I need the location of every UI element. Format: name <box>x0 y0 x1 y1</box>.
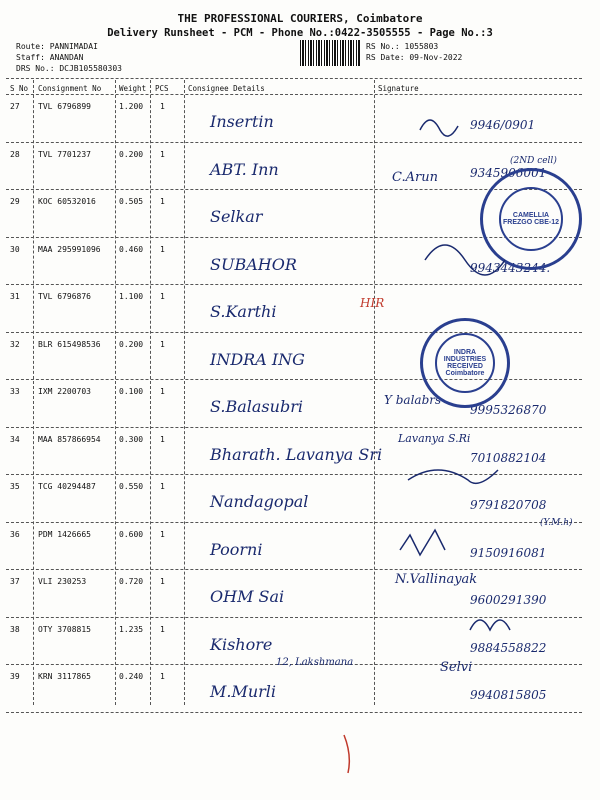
row-sno: 34 <box>10 434 20 444</box>
row-consignee: Bharath. Lavanya Sri <box>210 444 383 464</box>
row-consignment: TVL 7701237 <box>38 149 91 159</box>
row-pcs: 1 <box>160 482 165 491</box>
row-consignment: TVL 6796899 <box>38 102 91 111</box>
row-signature: 9150916081 <box>470 545 547 560</box>
row-sno: 33 <box>10 387 20 396</box>
row-consignment: IXM 2200703 <box>38 387 91 396</box>
row-divider <box>6 284 582 285</box>
signature-scribble <box>408 470 498 483</box>
sig-name: Lavanya S.Ri <box>398 432 471 445</box>
row-weight: 0.200 <box>119 339 144 349</box>
row-pcs: 1 <box>160 149 165 159</box>
row-signature: 9884558822 <box>470 640 547 655</box>
row-divider <box>6 142 582 143</box>
row-pcs: 1 <box>160 577 165 586</box>
row-weight: 0.200 <box>119 149 144 159</box>
row-signature: 9995326870 <box>470 403 547 417</box>
row-sno: 30 <box>10 244 20 254</box>
staff-label: Staff: ANANDAN <box>16 53 84 62</box>
column-divider <box>184 80 185 705</box>
company-stamp <box>480 168 582 270</box>
drs-number: DRS No.: DCJB105580303 <box>16 64 122 73</box>
row-pcs: 1 <box>160 672 165 681</box>
row-sno: 35 <box>10 482 20 491</box>
row-weight: 0.505 <box>119 197 144 206</box>
stamp-text: CAMELLIA FREZGO CBE-12 <box>502 212 559 226</box>
col-header-consignee: Consignee Details <box>188 84 265 93</box>
row-signature: 9600291390 <box>470 593 547 607</box>
row-consignee: Nandagopal <box>210 492 309 511</box>
row-consignee: INDRA ING <box>210 349 305 369</box>
sig-name: Selvi <box>440 660 473 675</box>
rs-number: RS No.: 1055803 <box>366 42 439 51</box>
row-pcs: 1 <box>160 197 165 206</box>
row-consignee: Kishore <box>210 634 273 654</box>
row-consignment: MAA 295991096 <box>38 244 101 254</box>
col-header-sno: S No <box>10 84 29 93</box>
row-pcs: 1 <box>160 339 165 349</box>
row-consignment: VLI 230253 <box>38 577 87 586</box>
red-mark: HIR <box>360 296 385 310</box>
row-consignment: TCG 40294487 <box>38 482 96 491</box>
row-weight: 0.550 <box>119 482 144 491</box>
row-sno: 38 <box>10 624 20 634</box>
column-divider <box>33 80 34 705</box>
column-divider <box>374 80 375 705</box>
document-title: THE PROFESSIONAL COURIERS, Coimbatore <box>177 12 423 25</box>
row-weight: 1.235 <box>119 624 144 634</box>
col-header-weight: Weight <box>119 84 147 93</box>
row-sno: 36 <box>10 529 20 539</box>
row-consignee: OHM Sai <box>210 587 285 606</box>
company-stamp <box>420 318 510 408</box>
row-consignment: OTY 3708815 <box>38 624 91 634</box>
rs-date: RS Date: 09-Nov-2022 <box>366 53 463 62</box>
row-sno: 37 <box>10 577 20 586</box>
signature-scribble <box>470 620 510 630</box>
row-signature: 7010882104 <box>470 450 547 465</box>
row-weight: 1.200 <box>119 102 144 111</box>
row-consignment: KRN 3117865 <box>38 672 91 681</box>
sig-note: (Y.M.h) <box>540 518 573 528</box>
row-divider <box>6 522 582 523</box>
column-divider <box>150 80 151 705</box>
row-sno: 39 <box>10 672 20 681</box>
row-consignment: MAA 857866954 <box>38 434 101 444</box>
row-weight: 0.720 <box>119 577 144 586</box>
row-signature: 9946/0901 <box>470 118 536 132</box>
row-signature: 9940815805 <box>470 688 547 702</box>
row-divider <box>6 427 582 428</box>
row-pcs: 1 <box>160 624 165 634</box>
sig-note: (2ND cell) <box>510 156 557 166</box>
row-consignment: PDM 1426665 <box>38 529 91 539</box>
row-pcs: 1 <box>160 529 165 539</box>
row-divider <box>6 474 582 475</box>
address-note: 12, Lakshmana <box>276 657 354 668</box>
red-stroke <box>344 735 349 773</box>
col-header-pcs: PCS <box>155 84 169 93</box>
row-signature: 9345906001 <box>470 165 547 180</box>
sig-name: Y balabrs <box>384 393 442 407</box>
sig-name: N.Vallinayak <box>395 572 478 587</box>
row-consignee: SUBAHOR <box>210 254 297 274</box>
row-consignee: Selkar <box>210 207 263 226</box>
row-consignee: Insertin <box>210 112 274 131</box>
row-divider <box>6 712 582 713</box>
row-pcs: 1 <box>160 244 165 254</box>
row-sno: 28 <box>10 149 20 159</box>
row-sno: 32 <box>10 339 20 349</box>
stamp-text: INDRA INDUSTRIES RECEIVED Coimbatore <box>443 349 487 377</box>
sig-name: C.Arun <box>392 170 438 185</box>
row-consignee: S.Balasubri <box>210 397 303 416</box>
signature-scribble <box>400 530 445 555</box>
row-consignee: S.Karthi <box>210 302 277 321</box>
col-header-consignment: Consignment No <box>38 84 102 93</box>
row-consignee: ABT. Inn <box>210 159 279 179</box>
row-sno: 29 <box>10 197 20 206</box>
row-consignee: M.Murli <box>210 682 277 701</box>
row-weight: 0.460 <box>119 244 144 254</box>
document-subtitle: Delivery Runsheet - PCM - Phone No.:0422-3505555 - Page No.:3 <box>107 27 493 39</box>
row-signature: 9791820708 <box>470 498 547 512</box>
header-divider-top <box>6 78 582 79</box>
row-weight: 0.100 <box>119 387 144 396</box>
column-divider <box>115 80 116 705</box>
row-consignment: TVL 6796876 <box>38 292 91 301</box>
row-pcs: 1 <box>160 292 165 301</box>
header-divider-bottom <box>6 94 582 95</box>
row-divider <box>6 617 582 618</box>
col-header-signature: Signature <box>378 84 419 93</box>
row-pcs: 1 <box>160 434 165 444</box>
row-weight: 1.100 <box>119 292 144 301</box>
row-sno: 27 <box>10 102 20 111</box>
signature-scribble <box>420 120 458 136</box>
row-pcs: 1 <box>160 102 165 111</box>
row-signature: 9943443244. <box>470 260 551 275</box>
row-weight: 0.300 <box>119 434 144 444</box>
row-consignment: KOC 60532016 <box>38 197 96 206</box>
row-weight: 0.240 <box>119 672 144 681</box>
row-divider <box>6 569 582 570</box>
row-pcs: 1 <box>160 387 165 396</box>
row-consignment: BLR 615498536 <box>38 339 101 349</box>
row-consignee: Poorni <box>210 539 263 559</box>
route-label: Route: PANNIMADAI <box>16 42 98 51</box>
barcode <box>300 40 360 66</box>
row-sno: 31 <box>10 292 20 301</box>
row-weight: 0.600 <box>119 529 144 539</box>
